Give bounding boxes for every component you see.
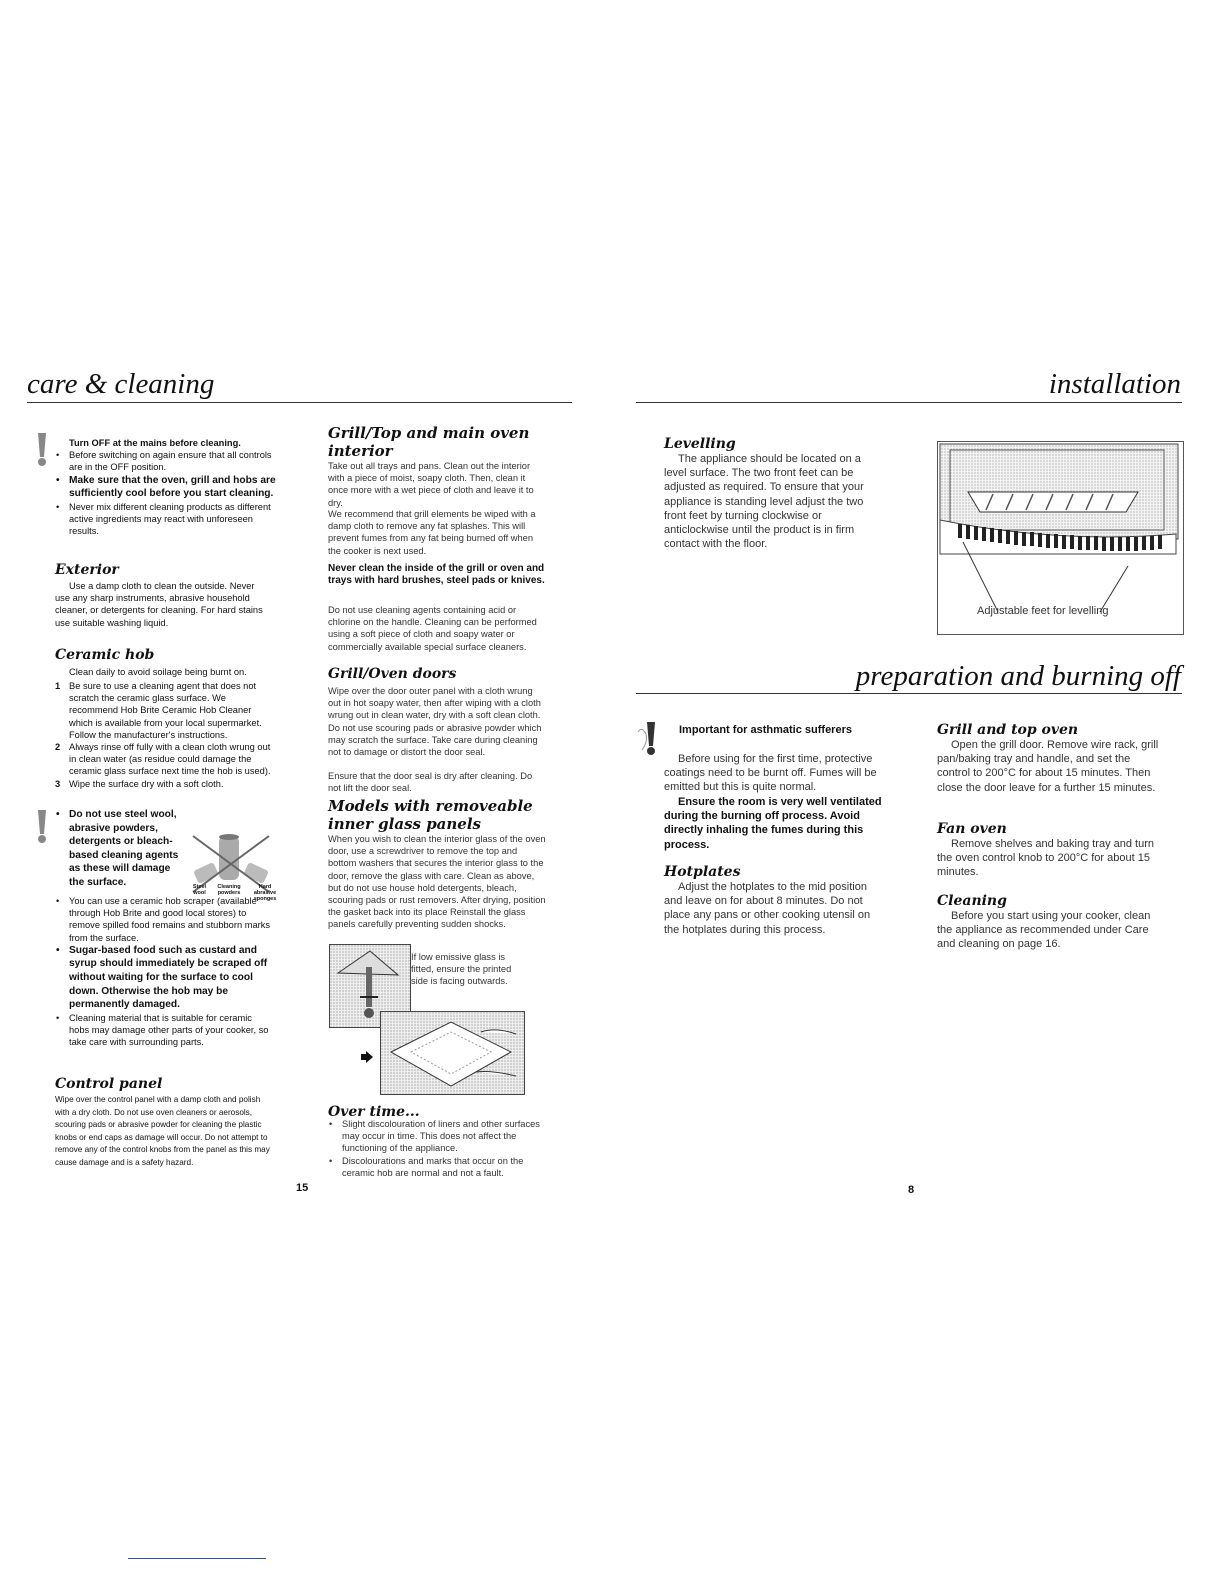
fan-oven-heading: Fan oven [937,821,1007,837]
warning-bullet-bold: • Do not use steel wool, abrasive powders, detergents or bleach-based cleaning agents as these will damage the surface. [55,808,180,890]
right-page-title: installation [1048,368,1181,400]
warning-exclamation-icon [35,810,49,849]
footnote-rule [128,1558,266,1559]
asthma-body: Before using for the first time, protective coatings need to be burnt off. Fumes will be emitted but this is quite normal. [664,753,877,794]
step-item [55,741,273,778]
cleaning-powders-label: Cleaning powders [217,884,241,896]
low-emissive-note: If low emissive glass is fitted, ensure the printed side is facing outwards. [411,952,512,987]
hotplates-heading: Hotplates [664,864,741,880]
bullet-item: • Cleaning material that is suitable for ceramic hobs may damage other parts of your cooker, so take care with surrounding parts. [55,1012,273,1049]
steel-wool-label: Steel wool [192,884,207,896]
right-page-number: 8 [908,1184,915,1196]
step-number: 1 [55,681,61,691]
left-page-title: care & cleaning [27,368,215,400]
exterior-body: Use a damp cloth to clean the outside. Never use any sharp instruments, abrasive household cleaner, or detergents for cleaning. For hard stains use suitable washing liquid. [55,581,263,628]
grill-top-body-2: We recommend that grill elements be wiped with a damp cloth to remove any fat splashes. This will prevent fumes from any fat being burned off when the cooker is next used. [328,509,536,556]
section-title-rule [636,693,1182,694]
asthma-heading: Important for asthmatic sufferers [679,724,852,736]
levelling-caption: Adjustable feet for levelling [977,605,1109,617]
exterior-heading: Exterior [55,562,119,578]
step-text: Be sure to use a cleaning agent that does not scratch the ceramic glass surface. We recommend Hob Brite Ceramic Hob Cleaner which is available from your local supermarket. Follow the manufacturer's instructions. [69,681,262,740]
grill-top-oven-heading: Grill and top oven [937,722,1079,738]
hard-sponges-label: Hard abrasive sponges [253,884,277,902]
section-title: preparation and burning off [855,660,1181,692]
grill-top-oven-body: Open the grill door. Remove wire rack, grill pan/baking tray and handle, and set the control to 200°C for about 15 minutes. Then close the door leave for a further 15 minutes. [937,739,1159,794]
asthma-warning-icon [636,722,658,761]
glass-panel-illustration [380,1011,525,1095]
cleaning-body: Before you start using your cooker, clean the appliance as recommended under Care and cleaning on page 16. [937,910,1151,951]
grill-top-body-3: Do not use cleaning agents containing acid or chlorine on the handle. Cleaning can be performed using a soft piece of cloth and soapy water or commercially available special surface cleaners. [328,605,537,652]
step-number: 2 [55,742,61,753]
step-number: 3 [55,778,61,789]
arrow-right-icon [361,1050,373,1068]
over-time-bullets [328,1118,546,1179]
levelling-body: The appliance should be located on a level surface. The two front feet can be adjusted as required. To ensure that your appliance is standing level adjust the two front feet by turning clockwise or anticlockwise until the product is in firm contact with the floor. [664,453,864,551]
warning-bullet: • Never mix different cleaning products as different active ingredients may react with unforeseen results. [55,501,280,538]
bullet-item: • You can use a ceramic hob scraper (available through Hob Brite and good local stores) to remove spilled food remains and stubborn marks from the surface. [55,895,273,944]
warning-line: Turn OFF at the mains before cleaning. [69,438,241,448]
control-panel-body: Wipe over the control panel with a damp cloth and polish with a dry cloth. Do not use oven cleaners or aerosols, scouring pads or abrasive powder for cleaning the plastic knobs or end caps as damage will occur. Do not attempt to remove any of the control knobs from the panel as this may cause damage and is a safety hazard. [55,1095,270,1167]
right-title-rule [636,402,1182,403]
bullet-item: • Slight discolouration of liners and other surfaces may occur in time. This does not affect the functioning of the appliance. [328,1118,546,1155]
warning-bullet: • Before switching on again ensure that all controls are in the OFF position. [55,449,280,473]
step-text: Always rinse off fully with a clean cloth wrung out in clean water (as residue could damage the ceramic glass surface next time the hob is used). [69,742,271,777]
warning-bullet-bold: • Make sure that the oven, grill and hobs are sufficiently cool before you start cleaning. [55,474,280,501]
fan-oven-body: Remove shelves and baking tray and turn the oven control knob to 200°C for about 15 minutes. [937,838,1155,879]
doors-body-2: Ensure that the door seal is dry after cleaning. Do not lift the door seal. [328,771,533,794]
ceramic-hob-bullets [55,895,273,1048]
bullet-item-bold: • Sugar-based food such as custard and syrup should immediately be scraped off without waiting for the surface to cool down. Otherwise the hob may be permanently damaged. [55,944,273,1012]
warning-exclamation-icon [35,433,49,472]
control-panel-heading: Control panel [55,1076,163,1092]
grill-top-heading: Grill/Top and main oven interior [328,424,530,460]
glass-panels-heading: Models with removeable inner glass panels [328,797,533,833]
step-text: Wipe the surface dry with a soft cloth. [69,778,224,789]
over-time-heading: Over time... [328,1104,420,1120]
left-page-number: 15 [296,1182,309,1194]
left-title-rule [27,402,572,403]
warning-list-1 [55,437,280,537]
cleaning-heading: Cleaning [937,893,1007,909]
glass-panels-body: When you wish to clean the interior glass of the oven door, use a screwdriver to remove the top and bottom washers that secures the interior glass to the door, remove the glass with care. Clean as above, but do not use house hold detergents, bleach, scouring pads or rust removers. After drying, position the gasket back into its place Reinstall the glass panels carefully preventing sudden shocks. [328,834,546,930]
doors-body-1: Wipe over the door outer panel with a cloth wrung out in hot soapy water, then after wiping with a cloth wrung out in clean water, dry with a soft clean cloth. Do not use scouring pads or abrasive powder which may scratch the surface. Take care during cleaning not to damage or distort the door seal. [328,686,542,758]
step-item [55,778,273,790]
doors-heading: Grill/Oven doors [328,666,457,682]
ceramic-hob-heading: Ceramic hob [55,647,155,663]
bullet-item: • Discolourations and marks that occur on the ceramic hob are normal and not a fault. [328,1155,546,1179]
asthma-bold-text: Ensure the room is very well ventilated during the burning off process. Avoid directly inhaling the fumes during this process. [664,796,882,851]
hotplates-body: Adjust the hotplates to the mid position and leave on for about 8 minutes. Do not place any pans or other cooking utensil on the hotplates during this process. [664,881,871,936]
grill-top-body-1: Take out all trays and pans. Clean out the interior with a piece of moist, soapy cloth. Then, clean it once more with a wet piece of cloth and leave it to dry. [328,461,534,508]
ceramic-hob-steps [55,680,273,790]
step-item [55,680,273,741]
ceramic-hob-intro: Clean daily to avoid soilage being burnt on. [69,667,247,677]
levelling-heading: Levelling [664,436,736,452]
warning-list-2 [55,808,180,890]
grill-top-warning: Never clean the inside of the grill or oven and trays with hard brushes, steel pads or knives. [328,563,545,587]
